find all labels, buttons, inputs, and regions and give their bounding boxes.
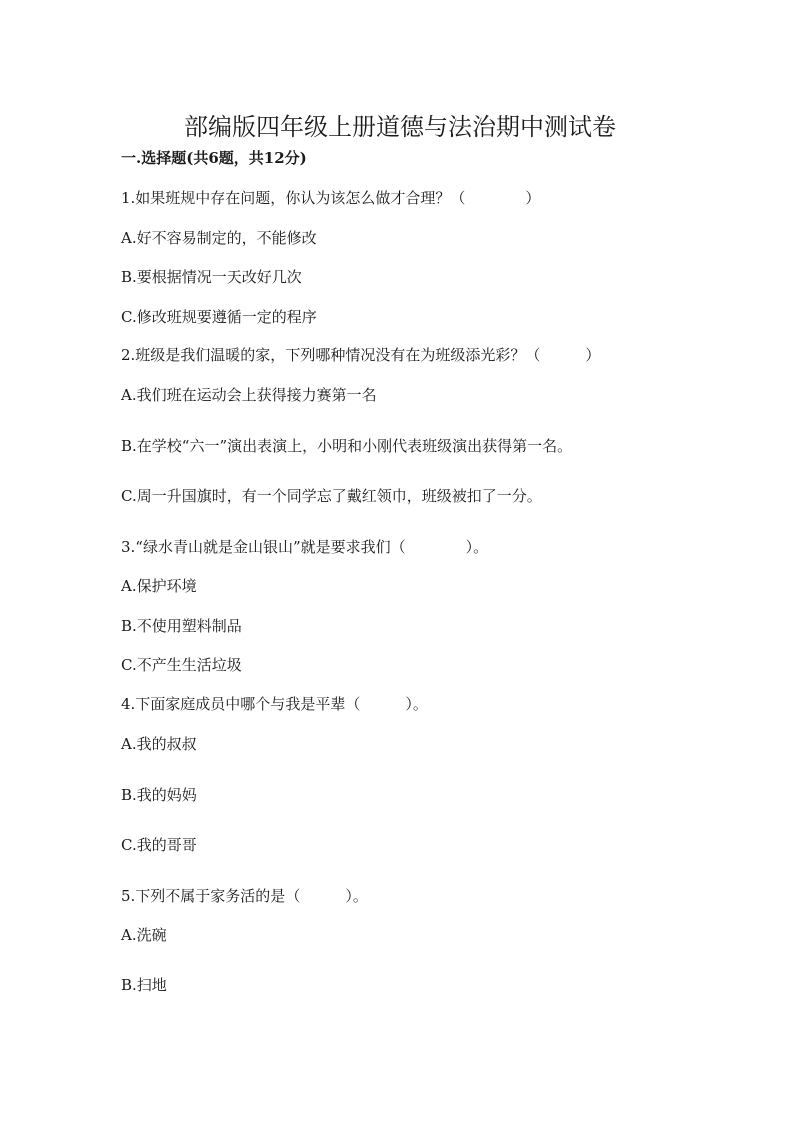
- question-5-option-b: B.扫地: [121, 976, 167, 994]
- question-1-option-a: A.好不容易制定的，不能修改: [121, 229, 317, 247]
- question-2-option-c: C.周一升国旗时，有一个同学忘了戴红领巾，班级被扣了一分。: [121, 487, 542, 505]
- question-1-stem: 1.如果班规中存在问题，你认为该怎么做才合理？（ ）: [121, 189, 541, 207]
- question-2-option-a: A.我们班在运动会上获得接力赛第一名: [121, 386, 377, 404]
- question-4-option-c: C.我的哥哥: [121, 836, 197, 854]
- question-3-option-b: B.不使用塑料制品: [121, 617, 242, 635]
- section-heading: 一.选择题(共6题，共12分): [121, 149, 307, 167]
- question-3-stem: 3.“绿水青山就是金山银山”就是要求我们（ ）。: [121, 538, 489, 556]
- question-3-option-a: A.保护环境: [121, 577, 197, 595]
- document-title: 部编版四年级上册道德与法治期中测试卷: [184, 113, 616, 142]
- question-1-option-c: C.修改班规要遵循一定的程序: [121, 308, 317, 326]
- question-1-option-b: B.要根据情况一天改好几次: [121, 268, 302, 286]
- question-4-option-a: A.我的叔叔: [121, 735, 197, 753]
- question-2-option-b: B.在学校“六一”演出表演上，小明和小刚代表班级演出获得第一名。: [121, 437, 573, 455]
- question-2-stem: 2.班级是我们温暖的家，下列哪种情况没有在为班级添光彩？（ ）: [121, 346, 601, 364]
- question-5-stem: 5.下列不属于家务活的是（ ）。: [121, 887, 368, 905]
- question-3-option-c: C.不产生生活垃圾: [121, 656, 242, 674]
- question-4-option-b: B.我的妈妈: [121, 786, 197, 804]
- question-4-stem: 4.下面家庭成员中哪个与我是平辈（ ）。: [121, 695, 428, 713]
- question-5-option-a: A.洗碗: [121, 926, 167, 944]
